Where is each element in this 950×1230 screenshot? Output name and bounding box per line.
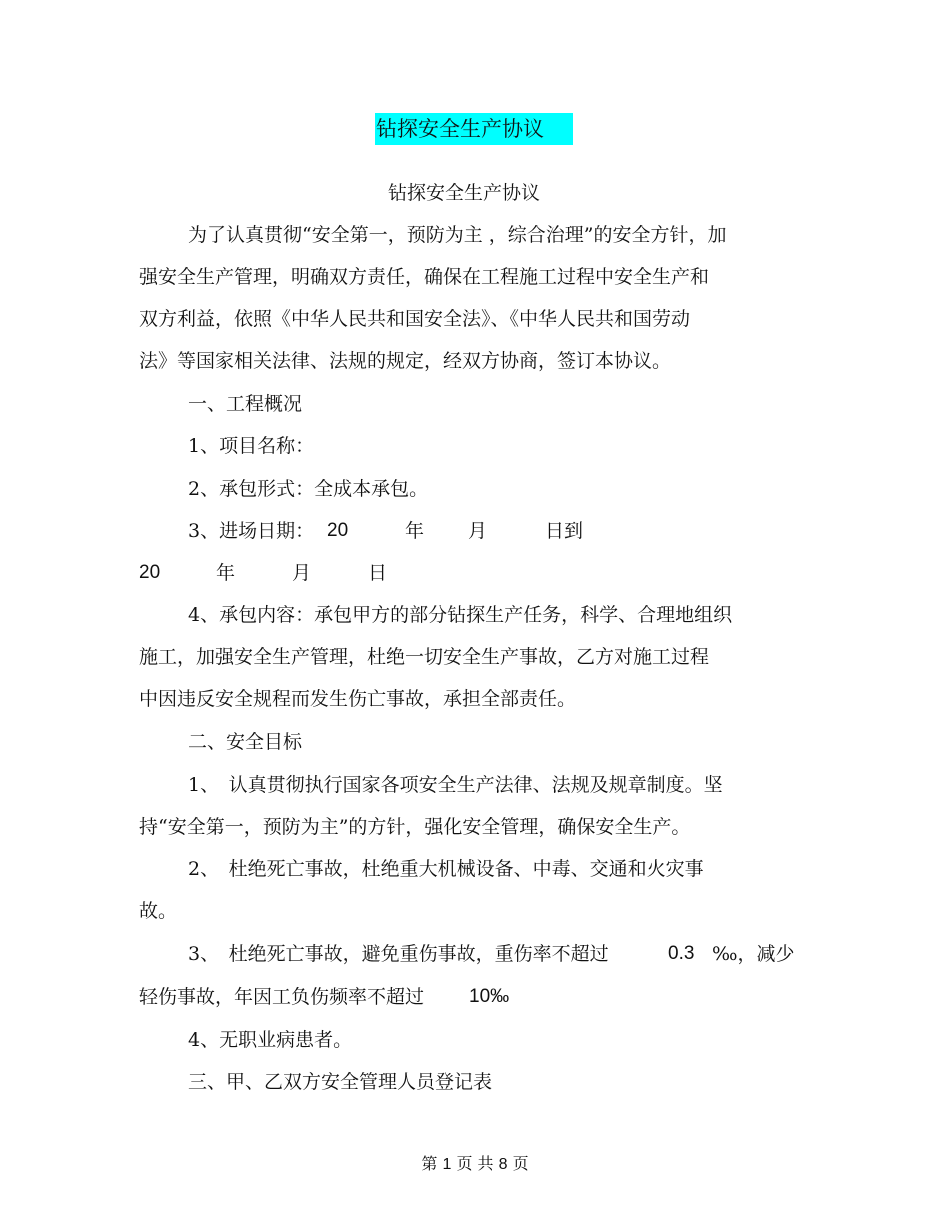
section3-heading: 三、甲、乙双方安全管理人员登记表 xyxy=(188,1071,493,1093)
footer-page-prefix: 第 xyxy=(421,1154,438,1173)
contract-form-item: 2、承包形式：全成本承包。 xyxy=(188,478,429,500)
intro-line-4: 法》等国家相关法律、法规的规定，经双方协商，签订本协议。 xyxy=(139,350,672,372)
entry-month-label: 月 xyxy=(468,520,488,542)
section1-heading: 一、工程概况 xyxy=(188,393,303,415)
goal1-line-2: 持“安全第一，预防为主”的方针，强化安全管理，确保安全生产。 xyxy=(139,816,691,838)
goal3-line-2: 轻伤事故，年因工负伤频率不超过 xyxy=(139,986,425,1008)
exit-month-label: 月 xyxy=(292,562,312,584)
intro-line-3: 双方利益，依照《中华人民共和国安全法》、《中华人民共和国劳动 xyxy=(139,308,691,330)
footer-page-middle: 页 共 xyxy=(456,1154,494,1173)
entry-year-label: 年 xyxy=(405,520,425,542)
entry-day-to-label: 日到 xyxy=(545,520,584,542)
footer-current-page: 1 xyxy=(442,1156,452,1173)
intro-line-1: 为了认真贯彻“安全第一，预防为主 ，综合治理”的安全方针，加 xyxy=(188,224,727,246)
entry-year-prefix: 20 xyxy=(327,520,349,541)
footer-total-pages: 8 xyxy=(498,1156,508,1173)
exit-day-label: 日 xyxy=(368,562,388,584)
goal3-line-1: 3、 杜绝死亡事故，避免重伤事故，重伤率不超过 xyxy=(188,943,609,965)
exit-year-prefix: 20 xyxy=(139,562,161,583)
contract-content-line-3: 中因违反安全规程而发生伤亡事故，承担全部责任。 xyxy=(139,688,577,710)
injury-frequency-rate: 10‰ xyxy=(469,986,510,1007)
footer-page-suffix: 页 xyxy=(512,1154,529,1173)
serious-injury-rate: 0.3 xyxy=(668,943,695,964)
goal2-line-1: 2、 杜绝死亡事故，杜绝重大机械设备、中毒、交通和火灾事 xyxy=(188,858,704,880)
serious-injury-rate-unit: ‰，减少 xyxy=(712,943,795,965)
exit-year-label: 年 xyxy=(216,562,236,584)
goal2-line-2: 故。 xyxy=(139,900,178,922)
subtitle: 钻探安全生产协议 xyxy=(388,182,541,204)
page-footer xyxy=(0,1154,950,1175)
project-name-item: 1、项目名称： xyxy=(188,435,315,457)
entry-date-label: 3、进场日期： xyxy=(188,520,315,542)
intro-line-2: 强安全生产管理，明确双方责任，确保在工程施工过程中安全生产和 xyxy=(139,266,710,288)
goal4: 4、无职业病患者。 xyxy=(188,1029,353,1051)
contract-content-line-1: 4、承包内容：承包甲方的部分钻探生产任务，科学、合理地组织 xyxy=(188,604,733,626)
goal1-line-1: 1、 认真贯彻执行国家各项安全生产法律、法规及规章制度。坚 xyxy=(188,774,723,796)
section2-heading: 二、安全目标 xyxy=(188,731,303,753)
contract-content-line-2: 施工，加强安全生产管理，杜绝一切安全生产事故，乙方对施工过程 xyxy=(139,646,710,668)
highlighted-title: 钻探安全生产协议 xyxy=(375,113,573,145)
